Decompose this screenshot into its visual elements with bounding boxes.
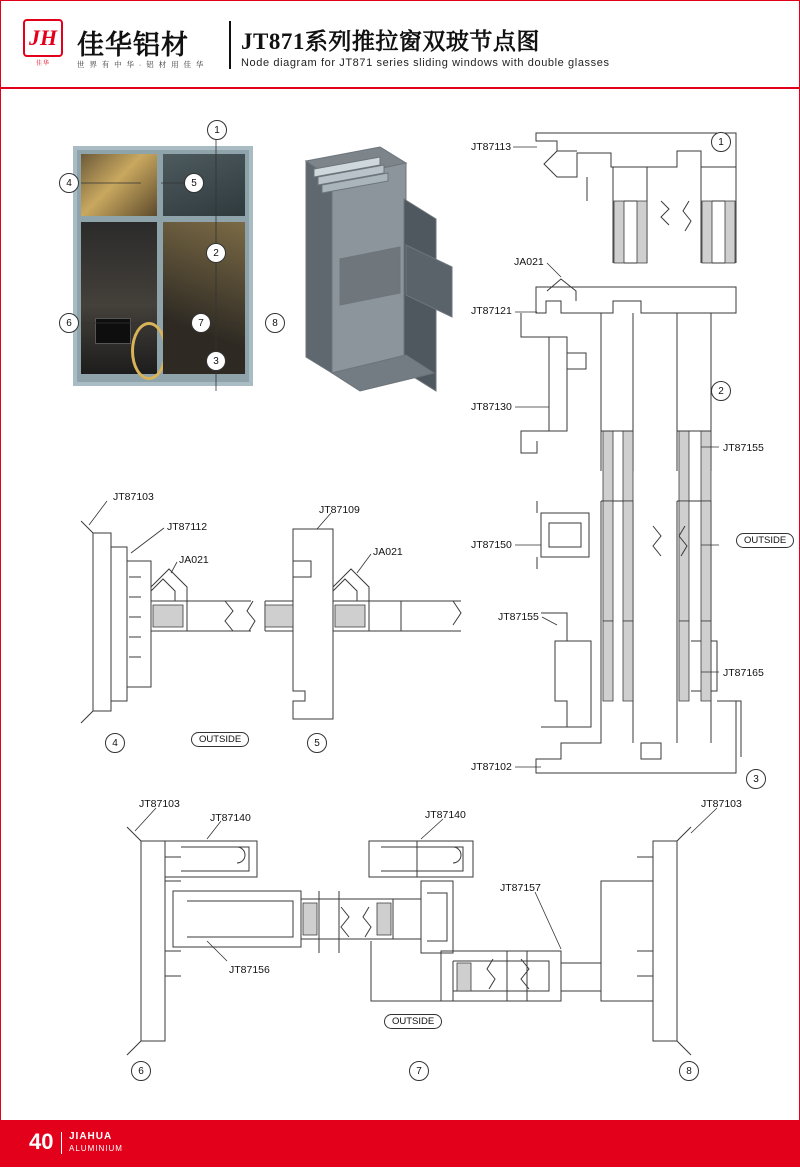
part-label: JT87140 — [210, 812, 251, 824]
callout-detail-1: 1 — [711, 132, 731, 152]
callout-detail-8: 8 — [679, 1061, 699, 1081]
photo-ring-light — [131, 322, 167, 380]
part-label: JT87103 — [701, 798, 742, 810]
logo-badge — [23, 19, 63, 57]
profile-render — [284, 141, 464, 401]
part-label: JT87103 — [113, 491, 154, 503]
part-label: JT87112 — [167, 521, 208, 533]
part-label: JT87140 — [425, 809, 466, 821]
callout-detail-2: 2 — [711, 381, 731, 401]
page-number: 40 — [29, 1129, 54, 1154]
callout-1: 1 — [207, 120, 227, 140]
callout-detail-5: 5 — [307, 733, 327, 753]
part-label: JT87121 — [471, 305, 512, 317]
callout-5: 5 — [184, 173, 204, 193]
part-label: JA021 — [179, 554, 209, 566]
brand-name-cn: 佳华铝材 — [77, 30, 189, 60]
part-label: JT87150 — [471, 539, 512, 551]
callout-3: 3 — [206, 351, 226, 371]
callout-7: 7 — [191, 313, 211, 333]
footer-company-line1: JIAHUA — [69, 1131, 113, 1142]
outside-marker: OUTSIDE — [736, 533, 794, 548]
photo-pane-top-left — [81, 154, 157, 216]
part-label: JT87165 — [723, 667, 764, 679]
page-title-en: Node diagram for JT871 series sliding windows with double glasses — [241, 57, 610, 69]
window-photo — [73, 146, 253, 386]
callout-detail-6: 6 — [131, 1061, 151, 1081]
page-footer — [1, 1120, 800, 1166]
callout-detail-7: 7 — [409, 1061, 429, 1081]
outside-marker: OUTSIDE — [191, 732, 249, 747]
part-label: JA021 — [514, 256, 544, 268]
part-label: JT87103 — [139, 798, 180, 810]
part-label: JT87155 — [723, 442, 764, 454]
photo-pane-bottom-left — [81, 222, 157, 374]
photo-pane-top-right — [163, 154, 245, 216]
header-divider — [229, 21, 231, 69]
callout-6: 6 — [59, 313, 79, 333]
part-label: JT87155 — [498, 611, 539, 623]
photo-tv — [95, 318, 131, 344]
part-label: JT87113 — [471, 141, 512, 153]
footer-company-line2: ALUMINIUM — [69, 1144, 123, 1153]
photo-pane-bottom-right — [163, 222, 245, 374]
header-rule — [1, 87, 800, 89]
brand-slogan: 世 界 有 中 华 · 铝 材 用 佳 华 — [77, 60, 205, 69]
part-label: JT87157 — [500, 882, 541, 894]
part-label: JT87156 — [229, 964, 270, 976]
part-label: JA021 — [373, 546, 403, 558]
part-label: JT87102 — [471, 761, 512, 773]
company-logo — [23, 19, 71, 69]
logo-subtext: 佳华 — [35, 61, 50, 67]
part-label: JT87109 — [319, 504, 360, 516]
callout-2: 2 — [206, 243, 226, 263]
callout-detail-3: 3 — [746, 769, 766, 789]
part-label: JT87130 — [471, 401, 512, 413]
callout-4: 4 — [59, 173, 79, 193]
page-header — [1, 1, 800, 87]
callout-8: 8 — [265, 313, 285, 333]
footer-divider — [61, 1132, 62, 1154]
outside-marker: OUTSIDE — [384, 1014, 442, 1029]
page-title-cn: JT871系列推拉窗双玻节点图 — [241, 29, 540, 54]
callout-detail-4: 4 — [105, 733, 125, 753]
logo-monogram: JH — [28, 25, 58, 50]
